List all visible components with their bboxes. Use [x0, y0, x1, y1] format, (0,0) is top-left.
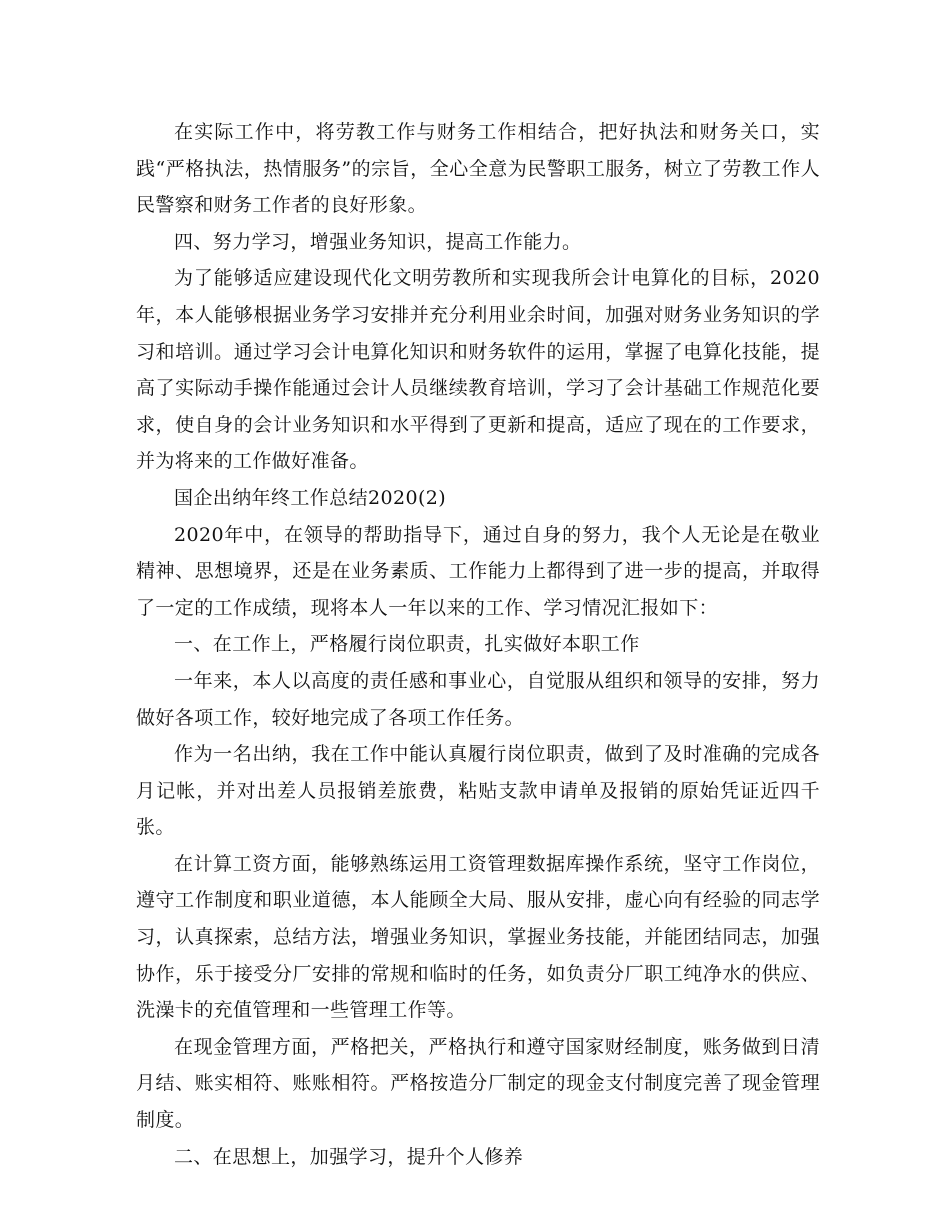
document-body: [136, 114, 820, 1175]
paragraph-cashier-duties: 作为一名出纳，我在工作中能认真履行岗位职责，做到了及时准确的完成各月记帐，并对出差人员报销差旅费，粘贴支款申请单及报销的原始凭证近四千张。: [136, 743, 820, 839]
document-subtitle: 国企出纳年终工作总结2020(2): [174, 486, 447, 509]
paragraph-introduction: 2020年中，在领导的帮助指导下，通过自身的努力，我个人无论是在敬业精神、思想境界，还是在业务素质、工作能力上都得到了进一步的提高，并取得了一定的工作成绩，现将本人一年以来的工作、学习情况汇报如下：: [136, 523, 820, 619]
paragraph-payroll: 在计算工资方面，能够熟练运用工资管理数据库操作系统，坚守工作岗位，遵守工作制度和职业道德，本人能顾全大局、服从安排，虚心向有经验的同志学习，认真探索，总结方法，增强业务知识，掌握业务技能，并能团结同志，加强协作，乐于接受分厂安排的常规和临时的任务，如负责分厂职工纯净水的供应、洗澡卡的充值管理和一些管理工作等。: [136, 852, 820, 1022]
paragraph-year-summary: 一年来，本人以高度的责任感和事业心，自觉服从组织和领导的安排，努力做好各项工作，较好地完成了各项工作任务。: [136, 669, 820, 729]
section-heading-work: 一、在工作上，严格履行岗位职责，扎实做好本职工作: [174, 633, 640, 656]
paragraph-study-details: 为了能够适应建设现代化文明劳教所和实现我所会计电算化的目标，2020年，本人能够根据业务学习安排并充分利用业余时间，加强对财务业务知识的学习和培训。通过学习会计电算化知识和财务软件的运用，掌握了电算化技能，提高了实际动手操作能通过会计人员继续教育培训，学习了会计基础工作规范化要求，使自身的会计业务知识和水平得到了更新和提高，适应了现在的工作要求，并为将来的工作做好准备。: [136, 267, 820, 473]
paragraph-cash-management: 在现金管理方面，严格把关，严格执行和遵守国家财经制度，账务做到日清月结、账实相符、账账相符。严格按造分厂制定的现金支付制度完善了现金管理制度。: [136, 1035, 820, 1132]
section-heading-study: 四、努力学习，增强业务知识，提高工作能力。: [174, 230, 582, 253]
section-heading-thought: 二、在思想上，加强学习，提升个人修养: [174, 1145, 524, 1168]
paragraph-work-combination: 在实际工作中，将劳教工作与财务工作相结合，把好执法和财务关口，实践“严格执法，热情服务”的宗旨，全心全意为民警职工服务，树立了劳教工作人民警察和财务工作者的良好形象。: [136, 121, 820, 217]
